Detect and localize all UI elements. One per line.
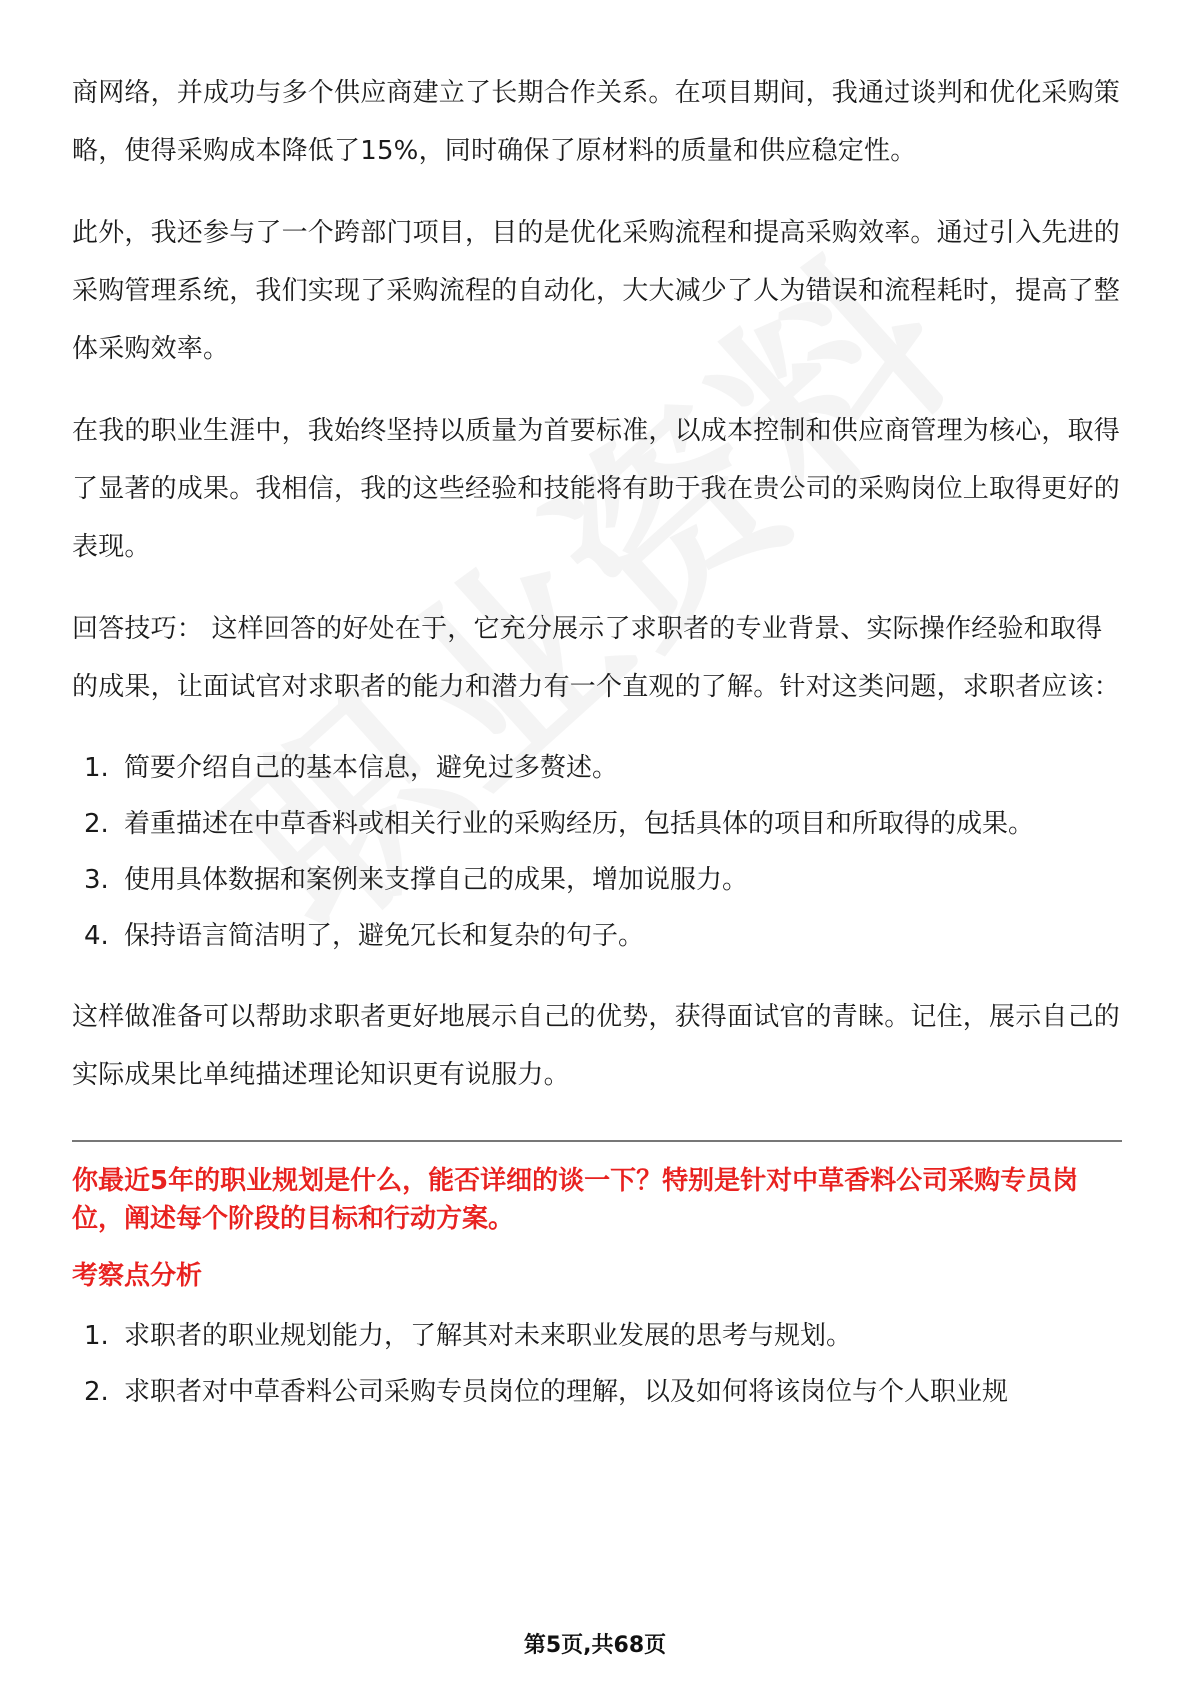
list-item-number: 2. xyxy=(84,1377,109,1407)
tips-list xyxy=(72,740,1122,964)
question-title: 你最近5年的职业规划是什么，能否详细的谈一下？特别是针对中草香料公司采购专员岗位，阐述每个阶段的目标和行动方案。 xyxy=(72,1166,1079,1234)
list-item xyxy=(72,1308,1122,1364)
list-item-number: 1. xyxy=(84,1321,109,1351)
paragraph-answer-tips: 回答技巧： 这样回答的好处在于，它充分展示了求职者的专业背景、实际操作经验和取得的成果，让面试官对求职者的能力和潜力有一个直观的了解。针对这类问题，求职者应该： xyxy=(72,614,1121,702)
analysis-heading: 考察点分析 xyxy=(72,1261,203,1291)
page-content xyxy=(72,64,1122,1420)
list-item xyxy=(72,908,1122,964)
list-item-number: 4. xyxy=(84,921,109,951)
list-item-number: 3. xyxy=(84,865,109,895)
list-item xyxy=(72,740,1122,796)
paragraph-experience-continued: 商网络，并成功与多个供应商建立了长期合作关系。在项目期间，我通过谈判和优化采购策略，使得采购成本降低了15%，同时确保了原材料的质量和供应稳定性。 xyxy=(72,78,1121,166)
paragraph-cross-department: 此外，我还参与了一个跨部门项目，目的是优化采购流程和提高采购效率。通过引入先进的采购管理系统，我们实现了采购流程的自动化，大大减少了人为错误和流程耗时，提高了整体采购效率。 xyxy=(72,218,1121,364)
paragraph-closing: 这样做准备可以帮助求职者更好地展示自己的优势，获得面试官的青睐。记住，展示自己的实际成果比单纯描述理论知识更有说服力。 xyxy=(72,1002,1121,1090)
list-item-number: 2. xyxy=(84,809,109,839)
list-item xyxy=(72,852,1122,908)
list-item-text: 求职者的职业规划能力，了解其对未来职业发展的思考与规划。 xyxy=(124,1321,853,1351)
list-item-text: 使用具体数据和案例来支撑自己的成果，增加说服力。 xyxy=(124,865,749,895)
section-divider xyxy=(72,1140,1122,1142)
page-number-footer: 第5页,共68页 xyxy=(523,1633,667,1658)
paragraph-career-summary: 在我的职业生涯中，我始终坚持以质量为首要标准，以成本控制和供应商管理为核心，取得了显著的成果。我相信，我的这些经验和技能将有助于我在贵公司的采购岗位上取得更好的表现。 xyxy=(72,416,1121,562)
analysis-points-list xyxy=(72,1308,1122,1420)
list-item-text: 保持语言简洁明了，避免冗长和复杂的句子。 xyxy=(124,921,645,951)
list-item-text: 简要介绍自己的基本信息，避免过多赘述。 xyxy=(124,753,619,783)
list-item-text: 求职者对中草香料公司采购专员岗位的理解，以及如何将该岗位与个人职业规 xyxy=(124,1377,1009,1407)
list-item xyxy=(72,1364,1122,1420)
list-item xyxy=(72,796,1122,852)
list-item-text: 着重描述在中草香料或相关行业的采购经历，包括具体的项目和所取得的成果。 xyxy=(124,809,1035,839)
list-item-number: 1. xyxy=(84,753,109,783)
